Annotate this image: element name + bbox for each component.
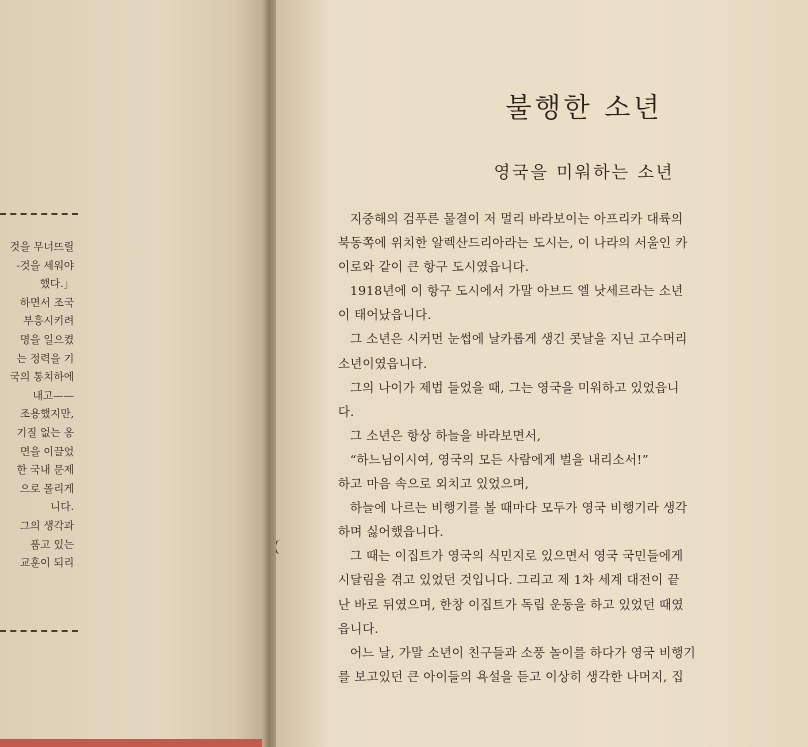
left-page xyxy=(0,0,268,747)
text-line: 그 때는 이집트가 영국의 식민지로 있으면서 영국 국민들에게 xyxy=(350,548,684,564)
left-page-text xyxy=(0,238,74,573)
text-line: 이로와 같이 큰 항구 도시였읍니다. xyxy=(338,259,530,275)
text-line: 지중해의 검푸른 물결이 저 멀리 바라보이는 아프리카 대륙의 xyxy=(350,211,684,226)
text-line: 읍니다. xyxy=(338,620,379,636)
text-line: 하고 마음 속으로 외치고 있었으며, xyxy=(338,476,530,492)
body-text xyxy=(338,207,760,689)
text-line: 1918년에 이 항구 도시에서 가말 아브드 엘 낫세르라는 소년 xyxy=(350,283,684,299)
text-line: 그 소년은 항상 하늘을 바라보면서, xyxy=(350,427,542,443)
text-line: 하며 싫어했읍니다. xyxy=(338,524,444,540)
text-line: 를 보고있던 큰 아이들의 욕설을 듣고 이상히 생각한 나머지, 집 xyxy=(338,668,684,684)
section-subtitle: 영국을 미워하는 소년 xyxy=(493,163,675,183)
text-line: 그 소년은 시커먼 눈썹에 날카롭게 생긴 콧날을 지닌 고수머리 xyxy=(350,331,688,347)
text-line: 다. xyxy=(338,403,355,419)
left-text-line: 는 정력을 기 xyxy=(16,352,74,365)
left-divider-top xyxy=(0,213,78,215)
left-text-line: 니다. xyxy=(50,501,74,514)
chapter-title: 불행한 소년 xyxy=(505,93,663,124)
page-curl-mark xyxy=(276,540,286,554)
text-line: 소년이였읍니다. xyxy=(338,355,428,371)
left-text-line: 부흥시키려 xyxy=(23,315,74,328)
left-text-line: -것을 세워야 xyxy=(16,259,74,272)
left-text-line: 국의 통치하에 xyxy=(9,371,74,384)
left-text-line: 한 국내 문제 xyxy=(16,464,74,477)
cover-edge xyxy=(0,739,262,747)
text-line: 그의 나이가 제법 들었을 때, 그는 영국을 미워하고 있었읍니 xyxy=(350,379,680,395)
text-line: 이 태어났읍니다. xyxy=(338,307,432,323)
left-text-line: 으로 몰리게 xyxy=(19,482,74,495)
left-text-line: 하면서 조국 xyxy=(19,296,74,309)
text-line: 어느 날, 가말 소년이 친구들과 소풍 놀이를 하다가 영국 비행기 xyxy=(350,644,696,660)
text-line: 시달림을 겪고 있었던 것입니다. 그리고 제 1차 세계 대전이 끝 xyxy=(338,572,680,588)
text-line: 북동쪽에 위치한 알렉산드리아라는 도시는, 이 나라의 서울인 카 xyxy=(338,235,688,251)
left-text-line: 그의 생각과 xyxy=(19,519,74,532)
left-text-line: 했다.」 xyxy=(39,278,74,291)
left-text-line: 내고—— xyxy=(32,389,74,402)
left-text-line: 것을 무너뜨릴 xyxy=(9,241,74,253)
left-text-line: 조용했지만, xyxy=(19,408,74,421)
text-line: “하느님이시여, 영국의 모든 사람에게 벌을 내리소서!” xyxy=(350,451,649,467)
left-text-line: 교훈이 되리 xyxy=(19,557,74,570)
left-text-line: 면을 이끌었 xyxy=(19,445,74,458)
text-line: 난 바로 뒤였으며, 한창 이집트가 독립 운동을 하고 있었던 때였 xyxy=(338,596,684,612)
right-page xyxy=(276,0,808,747)
left-text-line: 품고 있는 xyxy=(30,538,74,551)
text-line: 하늘에 나르는 비행기를 볼 때마다 모두가 영국 비행기라 생각 xyxy=(350,500,688,516)
left-divider-bottom xyxy=(0,630,78,632)
left-text-line: 기질 없는 옹 xyxy=(16,426,74,439)
left-text-line: 명을 일으켰 xyxy=(19,333,74,346)
